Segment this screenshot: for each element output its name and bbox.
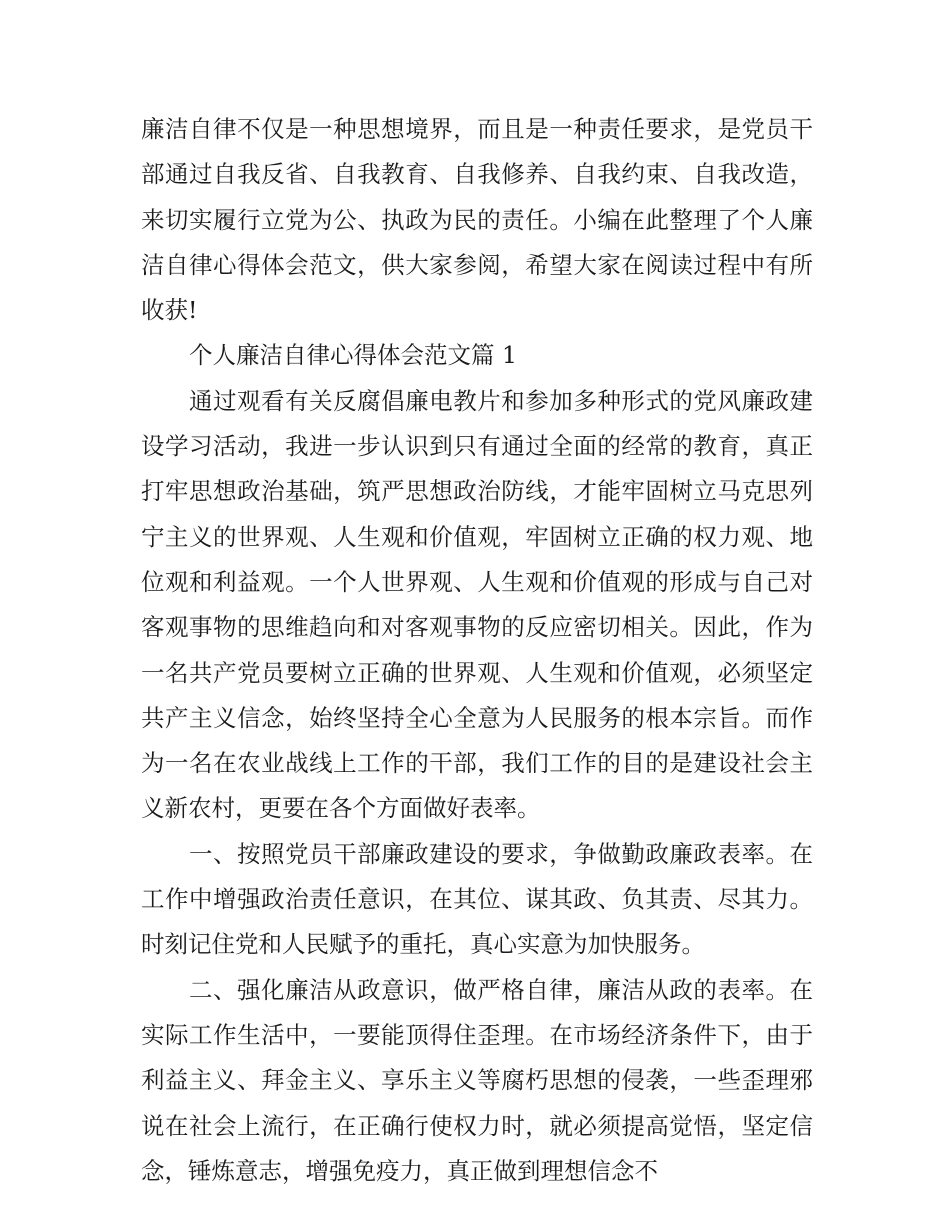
intro-paragraph: 廉洁自律不仅是一种思想境界，而且是一种责任要求，是党员干部通过自我反省、自我教育、自我修养、自我约束、自我改造，来切实履行立党为公、执政为民的责任。小编在此整理了个人廉洁自律心得体会范文，供大家参阅，希望大家在阅读过程中有所收获! [141, 115, 813, 325]
section-heading: 个人廉洁自律心得体会范文篇 1 [189, 341, 517, 370]
body-paragraph-2: 一、按照党员干部廉政建设的要求，争做勤政廉政表率。在工作中增强政治责任意识，在其位、谋其政、负其责、尽其力。时刻记住党和人民赋予的重托，真心实意为加快服务。 [141, 839, 813, 959]
document-body [141, 107, 813, 1194]
body-paragraph-1: 通过观看有关反腐倡廉电教片和参加多种形式的党风廉政建设学习活动，我进一步认识到只有通过全面的经常的教育，真正打牢思想政治基础，筑严思想政治防线，才能牢固树立马克思列宁主义的世界观、人生观和价值观，牢固树立正确的权力观、地位观和利益观。一个人世界观、人生观和价值观的形成与自己对客观事物的思维趋向和对客观事物的反应密切相关。因此，作为一名共产党员要树立正确的世界观、人生观和价值观，必须坚定共产主义信念，始终坚持全心全意为人民服务的根本宗旨。而作为一名在农业战线上工作的干部，我们工作的目的是建设社会主义新农村，更要在各个方面做好表率。 [141, 386, 813, 823]
body-paragraph-3: 二、强化廉洁从政意识，做严格自律，廉洁从政的表率。在实际工作生活中，一要能顶得住歪理。在市场经济条件下，由于利益主义、拜金主义、享乐主义等腐朽思想的侵袭，一些歪理邪说在社会上流行，在正确行使权力时，就必须提高觉悟，坚定信念，锤炼意志，增强免疫力，真正做到理想信念不 [141, 975, 813, 1185]
